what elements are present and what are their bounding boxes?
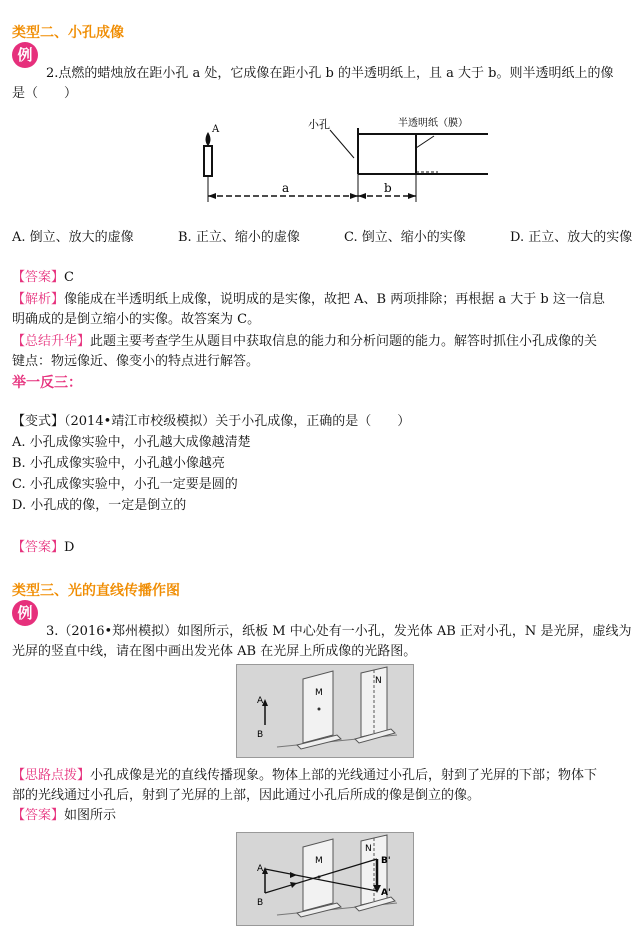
question-text: 3.（2016•郑州模拟）如图所示，纸板 M 中心处有一小孔，发光体 AB 正对小孔，N 是光屏，虚线为 [46, 624, 632, 639]
screen-n-label: N [375, 676, 382, 686]
hint-text: 部的光线通过小孔后，射到了光屏的上部，因此通过小孔后所成的像是倒立的像。 [12, 788, 481, 803]
variant-option-a: A. 小孔成像实验中，小孔越大成像越清楚 [12, 435, 251, 450]
answer-line [12, 268, 74, 288]
analysis-tag: 【解析】 [12, 292, 65, 307]
answer-value: D [64, 540, 75, 555]
summary-line [12, 332, 597, 352]
optics-figure-answer [236, 832, 414, 926]
candle-body [204, 146, 212, 176]
section2-title: 类型二、小孔成像 [12, 25, 124, 41]
paper-label: 半透明纸（膜） [398, 118, 468, 129]
question-text: 光屏的竖直中线，请在图中画出发光体 AB 在光屏上所成像的光路图。 [12, 644, 417, 659]
object-a-label: A [257, 864, 264, 874]
answer-tag: 【答案】 [12, 540, 65, 555]
variant-option-c: C. 小孔成像实验中，小孔一定要是圆的 [12, 477, 238, 492]
board-m-label: M [315, 856, 323, 866]
option-c: C. 倒立、缩小的实像 [344, 230, 466, 245]
analysis-text: 像能成在半透明纸上成像，说明成的是实像，故把 A、B 两项排除；再根据 a 大于 b 这一信息 [64, 292, 605, 307]
pinhole-figure [190, 108, 490, 220]
optics-figure-question [236, 664, 414, 758]
summary-text: 此题主要考查学生从题目中获取信息的能力和分析问题的能力。解答时抓住小孔成像的关 [90, 334, 598, 349]
question-text: 2.点燃的蜡烛放在距小孔 a 处，它成像在距小孔 b 的半透明纸上，且 a 大于 b。则半透明纸上的像 [46, 66, 614, 81]
answer-value: 如图所示 [64, 808, 117, 823]
example-badge: 例 [12, 600, 38, 626]
answer-tag: 【答案】 [12, 808, 65, 823]
object-b-label: B [257, 898, 264, 908]
screen-n-label: N [365, 844, 372, 854]
options-row [12, 228, 632, 248]
variant-option-d: D. 小孔成的像，一定是倒立的 [12, 498, 187, 513]
option-d: D. 正立、放大的实像 [510, 230, 633, 245]
option-a: A. 倒立、放大的虚像 [12, 230, 134, 245]
analysis-text: 明确成的是倒立缩小的实像。故答案为 C。 [12, 312, 261, 327]
answer-tag: 【答案】 [12, 270, 65, 285]
question-text: 是（ ） [12, 86, 78, 101]
hint-text: 小孔成像是光的直线传播现象。物体上部的光线通过小孔后，射到了光屏的下部；物体下 [90, 768, 598, 783]
section3-answer-line [12, 806, 116, 826]
distance-b-label: b [384, 181, 392, 195]
hole-label: 小孔 [308, 118, 330, 131]
section3-title: 类型三、光的直线传播作图 [12, 583, 180, 599]
image-a-label: A' [381, 888, 391, 898]
candle-flame [206, 132, 211, 146]
pinhole [318, 708, 321, 711]
option-b: B. 正立、缩小的虚像 [178, 230, 300, 245]
answer-value: C [64, 270, 74, 285]
summary-tag: 【总结升华】 [12, 334, 91, 349]
image-b-label: B' [381, 856, 391, 866]
variant-option-b: B. 小孔成像实验中，小孔越小像越亮 [12, 456, 225, 471]
board-m-label: M [315, 688, 323, 698]
object-a-label: A [257, 696, 264, 706]
variant-question: 【变式】（2014•靖江市校级模拟）关于小孔成像，正确的是（ ） [12, 414, 411, 429]
hint-tag: 【思路点拨】 [12, 768, 91, 783]
distance-a-label: a [282, 181, 290, 195]
object-b-label: B [257, 730, 264, 740]
practice-title: 举一反三： [12, 375, 82, 391]
hint-line [12, 766, 597, 786]
variant-answer-line [12, 538, 74, 558]
summary-text: 键点：物远像近、像变小的特点进行解答。 [12, 354, 260, 369]
candle-label: A [212, 124, 220, 135]
analysis-line [12, 290, 605, 310]
example-badge: 例 [12, 42, 38, 68]
